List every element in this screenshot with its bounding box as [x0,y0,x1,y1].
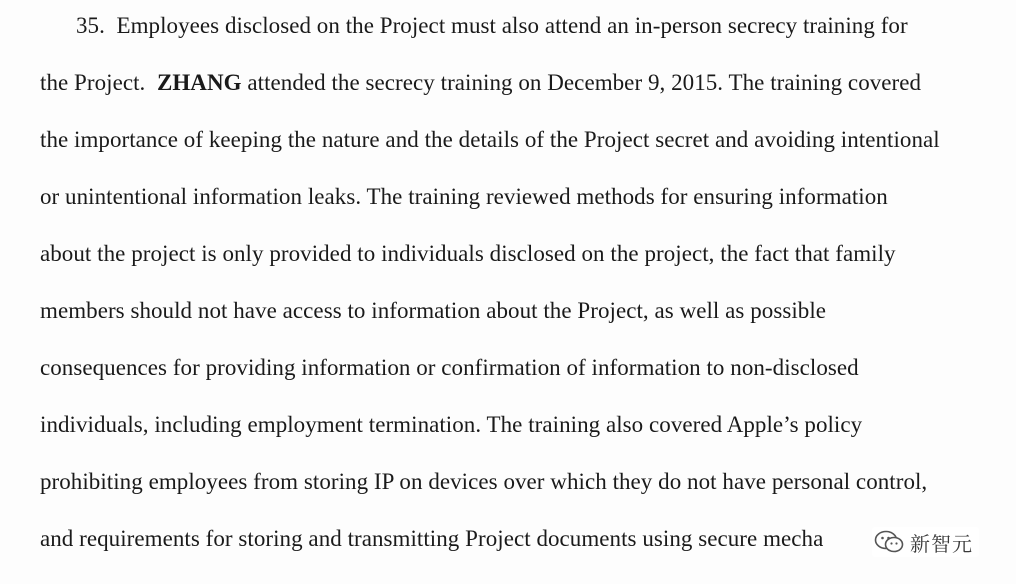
paragraph-line-1 [76,12,908,40]
paragraph-line-6: members should not have access to information about the Project, as well as possible [40,298,827,323]
watermark-text: 新智元 [910,531,973,556]
paragraph-line-7: consequences for providing information or confirmation of information to non-disclosed [40,355,859,380]
paragraph-line-8: individuals, including employment termination. The training also covered Apple’s policy [40,412,863,437]
paragraph-line-4: or unintentional information leaks. The training reviewed methods for ensuring information [40,184,888,209]
watermark [872,527,979,557]
paragraph-line-2-prefix: the Project. [40,70,146,95]
paragraph-line-3: the importance of keeping the nature and the details of the Project secret and avoiding intentional [40,127,940,152]
paragraph-line-5: about the project is only provided to individuals disclosed on the project, the fact that family [40,241,896,266]
paragraph-line-2 [40,69,921,97]
bold-name: ZHANG [156,70,242,95]
paragraph-line-1-text: Employees disclosed on the Project must also attend an in-person secrecy training for [116,13,908,38]
paragraph-number: 35. [76,13,105,38]
paragraph-line-9: prohibiting employees from storing IP on devices over which they do not have personal control, [40,469,928,494]
wechat-icon [874,529,904,555]
paragraph-line-2-text: attended the secrecy training on December 9, 2015. The training covered [247,70,922,95]
paragraph-line-10: and requirements for storing and transmitting Project documents using secure mecha [40,526,824,551]
